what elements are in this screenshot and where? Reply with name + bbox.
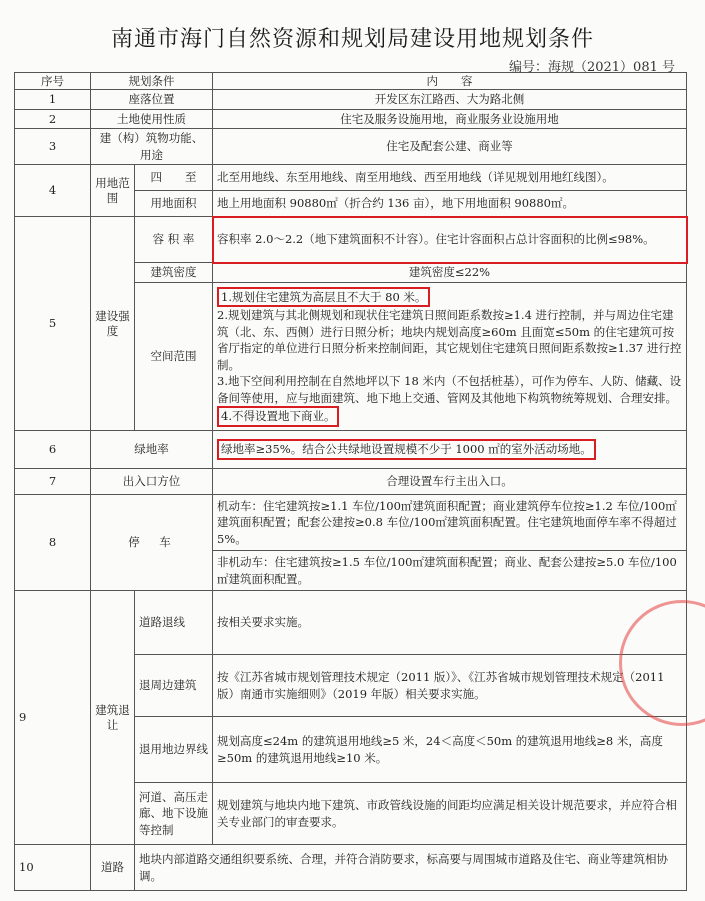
row-content: 合理设置车行主出入口。 [213,469,687,495]
row-content: 地上用地面积 90880㎡（折合约 136 亩），地下用地面积 90880㎡。 [213,191,687,217]
row-label: 土地使用性质 [91,109,213,129]
row-content: 规划建筑与地块内地下建筑、市政管线设施的间距均应满足相关设计规范要求，并应符合相关专业部门的审查要求。 [213,783,687,845]
highlighted-content: 容积率 2.0～2.2（地下建筑面积不计容）。住宅计容面积占总计容面积的比例≤98%。 [213,217,687,263]
row-sublabel: 空间范围 [135,283,213,431]
row-no: 9 [15,591,91,845]
highlighted-item: 绿地率≥35%。结合公共绿地设置规模不少于 1000 ㎡的室外活动场地。 [217,439,596,460]
row-no: 4 [15,165,91,217]
row-no: 7 [15,469,91,495]
table-row [15,591,687,655]
row-no: 2 [15,109,91,129]
row-content: 住宅及服务设施用地，商业服务业设施用地 [213,109,687,129]
row-label: 建（构）筑物功能、用途 [91,129,213,165]
content-paragraph: 2.规划建筑与其北侧规划和现状住宅建筑日照间距系数按≥1.4 进行控制，并与周边住宅建筑（北、东、西侧）进行日照分析；地块内规划高度≥60m 且面宽≤50m 的住宅建筑可按省厅指定的单位进行日照分析来控制间距，其它规划住宅建筑日照间距系数按≥1.37 进行控制。 [217,308,682,372]
row-content: 北至用地线、东至用地线、南至用地线、西至用地线（详见规划用地红线图）。 [213,165,687,191]
table-row [15,495,687,551]
table-row [15,217,687,263]
highlighted-item: 4.不得设置地下商业。 [217,406,339,427]
row-label: 座落位置 [91,90,213,110]
row-content [213,431,687,469]
table-row [15,129,687,165]
row-label: 停 车 [91,495,213,591]
row-no: 3 [15,129,91,165]
row-sublabel: 退用地边界线 [135,717,213,783]
row-content: 建筑密度≤22% [213,263,687,283]
row-no: 10 [15,845,91,891]
row-no: 5 [15,217,91,431]
row-content: 规划高度≤24m 的建筑退用地线≥5 米，24＜高度＜50m 的建筑退用地线≥8 米，高度≥50m 的建筑退用地线≥10 米。 [213,717,687,783]
row-group: 用地范围 [91,165,135,217]
header-no: 序号 [15,73,91,90]
document-number: 编号：海规（2021）081 号 [508,60,675,75]
row-no: 8 [15,495,91,591]
table-row [15,845,687,891]
row-label: 出入口方位 [91,469,213,495]
row-content: 按相关要求实施。 [213,591,687,655]
row-content: 按《江苏省城市规划管理技术规定（2011 版）》、《江苏省城市规划管理技术规定（2011 版）南通市实施细则》（2019 年版）相关要求实施。 [213,655,687,717]
planning-conditions-table [14,72,687,891]
row-content [213,283,687,431]
row-content: 地块内部道路交通组织要系统、合理，并符合消防要求，标高要与周围城市道路及住宅、商业等建筑相协调。 [135,845,687,891]
row-content: 住宅及配套公建、商业等 [213,129,687,165]
highlighted-item: 1.规划住宅建筑为高层且不大于 80 米。 [217,287,430,308]
table-row [15,90,687,110]
row-sublabel: 河道、高压走廊、地下设施等控制 [135,783,213,845]
row-group: 建筑退让 [91,591,135,845]
header-content: 内 容 [213,73,687,90]
row-sublabel: 退周边建筑 [135,655,213,717]
row-sublabel: 用地面积 [135,191,213,217]
row-sublabel: 道路退线 [135,591,213,655]
row-sublabel: 建筑密度 [135,263,213,283]
table-row [15,469,687,495]
header-row [15,73,687,90]
row-content: 非机动车：住宅建筑按≥1.5 车位/100㎡建筑面积配置；商业、配套公建按≥5.0 车位/100㎡建筑面积配置。 [213,551,687,591]
row-sublabel: 容 积 率 [135,217,213,263]
row-group: 道路 [91,845,135,891]
content-paragraph: 3.地下空间利用控制在自然地坪以下 18 米内（不包括桩基），可作为停车、人防、储藏、设备间等使用，应与地面建筑、地下地上交通、管网及其他地下构筑物统筹规划、合理安排。 [217,374,682,405]
row-label: 绿地率 [91,431,213,469]
table-row [15,431,687,469]
row-sublabel: 四 至 [135,165,213,191]
row-content: 机动车：住宅建筑按≥1.1 车位/100㎡建筑面积配置；商业建筑停车位按≥1.2 车位/100㎡建筑面积配置；配套公建按≥0.8 车位/100㎡建筑面积配置。住宅建筑地面停车率不得超过 5%。 [213,495,687,551]
table-row [15,109,687,129]
row-content: 开发区东江路西、大为路北侧 [213,90,687,110]
row-no: 6 [15,431,91,469]
header-condition: 规划条件 [91,73,213,90]
document-title: 南通市海门自然资源和规划局建设用地规划条件 [110,27,594,52]
row-no: 1 [15,90,91,110]
row-group: 建设强度 [91,217,135,431]
table-row [15,165,687,191]
